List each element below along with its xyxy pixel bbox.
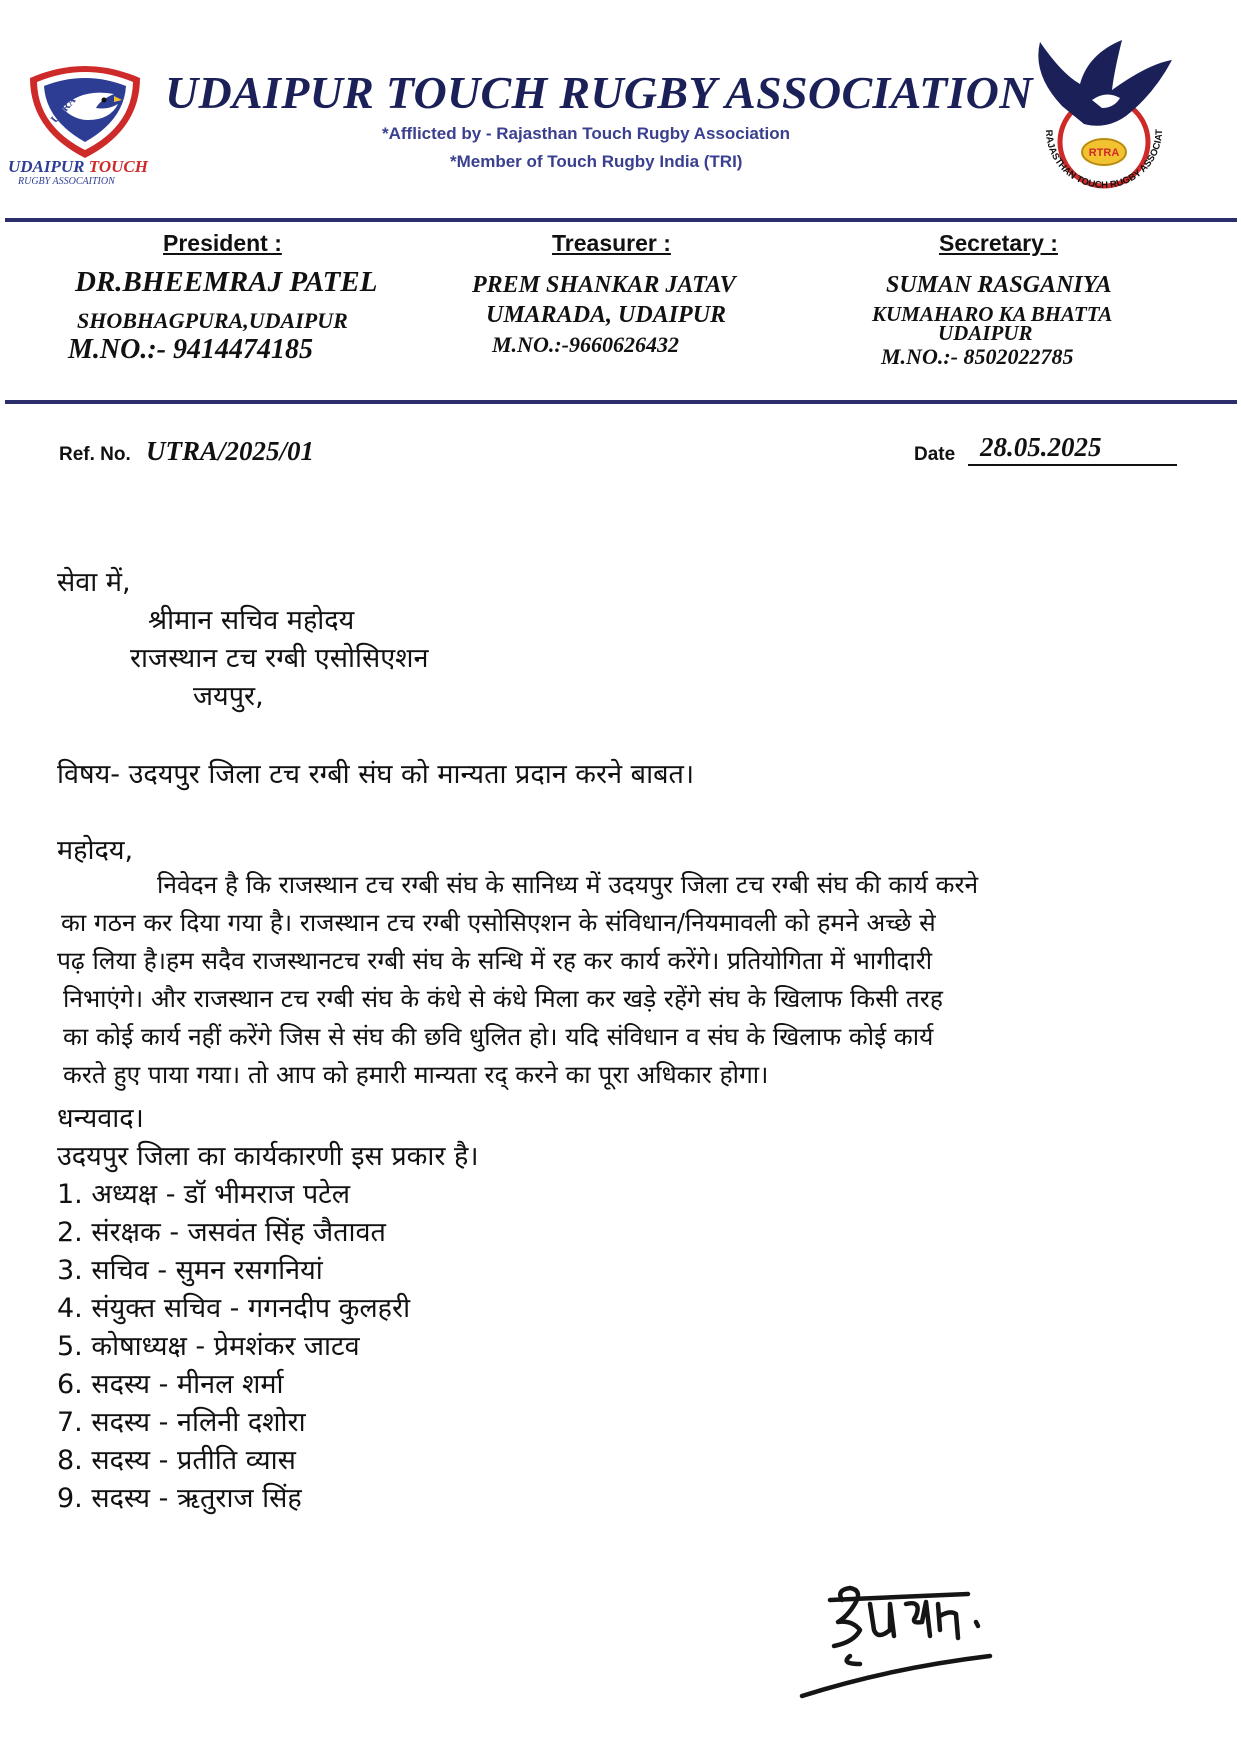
- rtra-ring-text: RAJASTHAN TOUCH RUGBY ASSOCIAT: [1042, 128, 1166, 192]
- body-line: करते हुए पाया गया। तो आप को हमारी मान्यता रद् करने का पूरा अधिकार होगा।: [63, 1060, 769, 1089]
- thanks: धन्यवाद।: [57, 1103, 144, 1134]
- committee-item: 6. सदस्य - मीनल शर्मा: [57, 1369, 284, 1400]
- treasurer-role-label: Treasurer :: [552, 230, 671, 256]
- affiliation-line-1: *Afflicted by - Rajasthan Touch Rugby Association: [382, 124, 791, 143]
- date-value: 28.05.2025: [980, 432, 1102, 462]
- president-mobile: M.NO.:- 9414474185: [68, 334, 313, 365]
- committee-item: 9. सदस्य - ऋतुराज सिंह: [57, 1483, 302, 1514]
- secretary-name: SUMAN RASGANIYA: [886, 272, 1112, 298]
- utra-logo-subtitle: RUGBY ASSOCAITION: [18, 176, 115, 187]
- body-line: का गठन कर दिया गया है। राजस्थान टच रग्बी एसोसिएशन के संविधान/नियमावली को हमने अच्छे से: [61, 908, 936, 937]
- signature: [790, 1560, 1050, 1710]
- body-line: का कोई कार्य नहीं करेंगे जिस से संघ की छवि धुलित हो। यदि संविधान व संघ के खिलाफ कोई कार्य: [63, 1022, 934, 1051]
- committee-item: 8. सदस्य - प्रतीति व्यास: [57, 1445, 296, 1476]
- ref-no-label: Ref. No.: [59, 444, 131, 465]
- date-label: Date: [914, 444, 956, 465]
- utra-logo-wordmark: [8, 157, 148, 177]
- utra-logo-name-part1: UDAIPUR: [8, 157, 85, 176]
- body-line: निभाएंगे। और राजस्थान टच रग्बी संघ के कंधे से कंधे मिला कर खड़े रहेंगे संघ के खिलाफ किसी तरह: [63, 984, 943, 1013]
- secretary-address-line2: UDAIPUR: [938, 321, 1033, 345]
- eagle-badge-icon: [1022, 34, 1180, 192]
- recipient-line-2: राजस्थान टच रग्बी एसोसिएशन: [130, 643, 429, 674]
- body-line: पढ़ लिया है।हम सदैव राजस्थानटच रग्बी संघ के सन्धि में रह कर कार्य करेंगे। प्रतियोगिता में भागीदारी: [57, 946, 933, 975]
- utra-emblem-text: UTRA: [48, 94, 79, 126]
- utra-logo-name-part2: TOUCH: [88, 157, 148, 176]
- treasurer-address: UMARADA, UDAIPUR: [486, 302, 727, 328]
- subject-line: विषय- उदयपुर जिला टच रग्बी संघ को मान्यता प्रदान करने बाबत।: [57, 759, 695, 790]
- greeting: महोदय,: [57, 835, 134, 866]
- secretary-address-line1: KUMAHARO KA BHATTA: [872, 302, 1113, 326]
- committee-item: 1. अध्यक्ष - डॉ भीमराज पटेल: [57, 1179, 351, 1210]
- date-underline: [968, 464, 1177, 466]
- recipient-line-1: श्रीमान सचिव महोदय: [148, 605, 355, 636]
- body-line: निवेदन है कि राजस्थान टच रग्बी संघ के सानिध्य में उदयपुर जिला टच रग्बी संघ की कार्य करने: [157, 870, 979, 899]
- recipient-line-3: जयपुर,: [193, 681, 264, 712]
- affiliation-line-2: *Member of Touch Rugby India (TRI): [450, 152, 743, 171]
- committee-intro: उदयपुर जिला का कार्यकारणी इस प्रकार है।: [57, 1141, 479, 1172]
- treasurer-name: PREM SHANKAR JATAV: [472, 272, 736, 298]
- rtra-badge-text: RTRA: [1088, 147, 1120, 159]
- utra-logo: [22, 60, 148, 160]
- committee-item: 5. कोषाध्यक्ष - प्रेमशंकर जाटव: [57, 1331, 360, 1362]
- president-address: SHOBHAGPURA,UDAIPUR: [77, 308, 348, 333]
- handwritten-signature-icon: [790, 1560, 1050, 1710]
- rtra-logo: [1022, 34, 1180, 192]
- secretary-mobile: M.NO.:- 8502022785: [881, 344, 1074, 369]
- committee-item: 2. संरक्षक - जसवंत सिंह जैतावत: [57, 1217, 386, 1248]
- officials-divider: [5, 400, 1237, 404]
- ref-no-value: UTRA/2025/01: [146, 436, 315, 466]
- salutation-to: सेवा में,: [57, 567, 131, 598]
- eagle-shield-icon: [22, 60, 148, 160]
- secretary-role-label: Secretary :: [939, 230, 1058, 256]
- president-name: DR.BHEEMRAJ PATEL: [75, 266, 378, 298]
- committee-item: 7. सदस्य - नलिनी दशोरा: [57, 1407, 306, 1438]
- committee-item: 4. संयुक्त सचिव - गगनदीप कुलहरी: [57, 1293, 411, 1324]
- header-divider: [5, 218, 1237, 222]
- treasurer-mobile: M.NO.:-9660626432: [492, 332, 679, 357]
- committee-item: 3. सचिव - सुमन रसगनियां: [57, 1255, 323, 1286]
- president-role-label: President :: [163, 230, 282, 256]
- org-name-heading: UDAIPUR TOUCH RUGBY ASSOCIATION: [165, 67, 1033, 118]
